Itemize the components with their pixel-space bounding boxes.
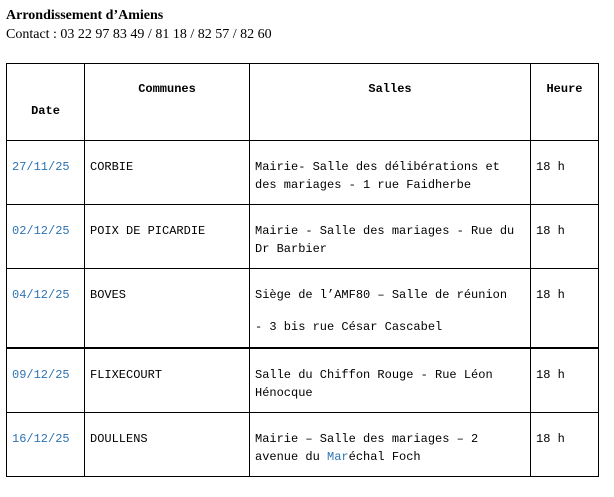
table-row bbox=[7, 413, 599, 477]
table-row bbox=[7, 141, 599, 205]
cell-commune: CORBIE bbox=[85, 141, 250, 205]
cell-commune: DOULLENS bbox=[85, 413, 250, 477]
contact-line: Contact : 03 22 97 83 49 / 81 18 / 82 57 / 82 60 bbox=[6, 27, 272, 42]
schedule-table bbox=[6, 63, 599, 477]
column-header-communes: Communes bbox=[85, 64, 250, 141]
cell-salle: Mairie- Salle des délibérations et des mariages - 1 rue Faidherbe bbox=[250, 141, 531, 205]
cell-heure: 18 h bbox=[531, 205, 599, 269]
cell-salle: Mairie - Salle des mariages - Rue du Dr Barbier bbox=[250, 205, 531, 269]
column-header-salles: Salles bbox=[250, 64, 531, 141]
table-row bbox=[7, 205, 599, 269]
cell-heure: 18 h bbox=[531, 269, 599, 349]
cell-heure: 18 h bbox=[531, 413, 599, 477]
cell-commune: POIX DE PICARDIE bbox=[85, 205, 250, 269]
cell-date: 09/12/25 bbox=[7, 348, 85, 413]
cell-salle: Salle du Chiffon Rouge - Rue Léon Hénocque bbox=[250, 348, 531, 413]
cell-date: 02/12/25 bbox=[7, 205, 85, 269]
column-header-heure: Heure bbox=[531, 64, 599, 141]
cell-heure: 18 h bbox=[531, 348, 599, 413]
cell-salle: Siège de l’AMF80 – Salle de réunion - 3 bis rue César Cascabel bbox=[250, 269, 531, 349]
table-header-row bbox=[7, 64, 599, 141]
cell-salle: Mairie – Salle des mariages – 2 avenue du Maréchal Foch bbox=[250, 413, 531, 477]
cell-date: 16/12/25 bbox=[7, 413, 85, 477]
cell-commune: FLIXECOURT bbox=[85, 348, 250, 413]
cell-commune: BOVES bbox=[85, 269, 250, 349]
column-header-date: Date bbox=[7, 64, 85, 141]
cell-date: 27/11/25 bbox=[7, 141, 85, 205]
table-row bbox=[7, 269, 599, 349]
cell-heure: 18 h bbox=[531, 141, 599, 205]
table-row bbox=[7, 348, 599, 413]
cell-date: 04/12/25 bbox=[7, 269, 85, 349]
district-title: Arrondissement d’Amiens bbox=[6, 8, 164, 23]
